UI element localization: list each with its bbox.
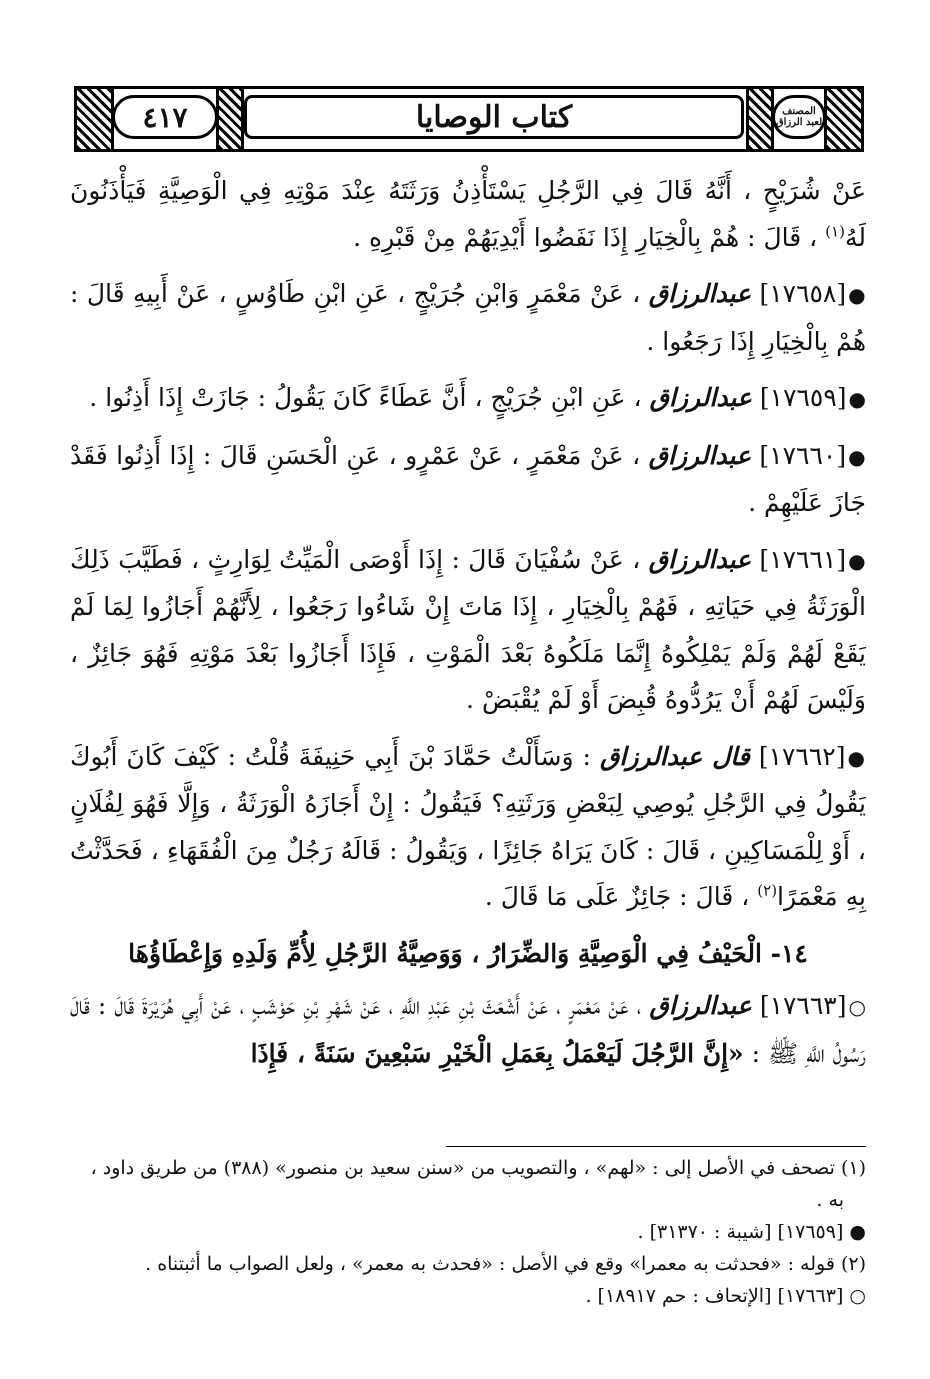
entry-number: [١٧٦٥٩] [759,383,847,412]
hadith-quote: «إِنَّ الرَّجُلَ لَيَعْمَلُ بِعَمَلِ الْخَيْرِ سَبْعِينَ سَنَةً ، فَإِذَا [250,1038,744,1068]
entry-marker: ● [848,444,867,469]
entry-marker: ○ [848,995,867,1019]
book-title: كتاب الوصايا [415,99,573,135]
page-number: ٤١٧ [142,100,188,134]
footnote-line: ● [١٧٦٥٩] [شيبة : ٣١٣٧٠] . [637,1221,866,1243]
footnote-line: به . [816,1189,844,1211]
entry-text-after: ، قَالَ : جَائِزٌ عَلَى مَا قَالَ . [484,882,750,911]
logo-text: المصنف لعبد الرزاق [775,106,823,128]
footnote-line: ○ [١٧٦٦٣] [الإتحاف : حم ١٨٩١٧] . [585,1285,866,1307]
hadith-entry [70,983,866,1077]
hadith-entry [70,537,866,724]
entry-author: قال عبدالرزاق [599,741,750,771]
footnote-rule [446,1146,866,1147]
hadith-entry [70,734,866,921]
entry-author: عبدالرزاق [648,544,752,574]
page-header [74,86,864,152]
entry-text: ، عَنِ ابْنِ جُرَيْجٍ ، أَنَّ عَطَاءً كَانَ يَقُولُ : جَازَتْ إِذَا أَذِنُوا . [89,383,642,412]
header-ornament-left [74,86,114,152]
entry-text: ، عَنْ مَعْمَرٍ وَابْنِ جُرَيْجٍ ، عَنِ ابْنِ طَاوُسٍ ، عَنْ أَبِيهِ قَالَ : هُمْ بِالْخِيَارِ إِذَا رَجَعُوا . [70,279,866,356]
entry-author: عبدالرزاق [648,279,752,308]
footnotes [70,1152,866,1312]
entry-marker: ● [847,745,866,770]
hadith-entry [70,375,866,423]
footnote-ref[interactable]: (٢) [757,881,778,900]
entry-number: [١٧٦٦٣] [759,991,847,1020]
book-title-frame [244,95,744,139]
entry-author: عبدالرزاق [649,383,752,412]
main-text [70,168,866,1087]
paragraph-text: عَنْ شُرَيْحٍ ، أَنَّهُ قَالَ فِي الرَّجُلِ يَسْتَأْذِنُ وَرَثَتَهُ عِنْدَ مَوْتِهِ فِي الْوَصِيَّةِ فَيَأْذَنُونَ لَهُ [70,176,866,252]
header-ornament-right [824,86,864,152]
hadith-entry [70,271,866,365]
hadith-entry [70,433,866,527]
entry-author: عبدالرزاق [648,440,751,470]
entry-marker: ● [848,283,867,307]
paragraph-continuation [70,168,866,261]
entry-number: [١٧٦٦٢] [758,741,846,771]
section-heading: ١٤- الْحَيْفُ فِي الْوَصِيَّةِ وَالضِّرَارُ ، وَوَصِيَّةُ الرَّجُلِ لِأُمِّ وَلَدِهِ وَإِعْطَاؤُهَا [128,938,808,968]
publisher-logo [772,95,826,139]
footnote-line: (٢) قوله : «فحدثت به معمرا» وقع في الأصل : «فحدث به معمر» ، ولعل الصواب ما أثبتناه . [145,1253,866,1275]
entry-number: [١٧٦٦١] [759,544,847,574]
entry-marker: ● [848,387,866,411]
entry-number: [١٧٦٥٨] [759,279,847,308]
header-ornament-right-inner [746,86,774,152]
entry-text: ، عَنْ سُفْيَانَ قَالَ : إِذَا أَوْصَى الْمَيِّتُ لِوَارِثٍ ، فَطَيَّبَ ذَلِكَ الْوَرَثَةُ فِي حَيَاتِهِ ، فَهُمْ بِالْخِيَارِ ، إِذَا مَاتَ إِنْ شَاءُوا رَجَعُوا ، لِأَنَّهُمْ أَجَازُوا لِمَا لَمْ يَقَعْ لَهُمْ وَلَمْ يَمْلِكُوهُ إِنَّمَا مَلَكُوهُ بَعْدَ الْمَوْتِ ، فَإِذَا أَجَازُوا بَعْدَ مَوْتِهِ فَهُوَ جَائِزٌ ، وَلَيْسَ لَهُمْ أَنْ يَرُدُّوهُ قُبِضَ أَوْ لَمْ يُقْبَضْ . [70,544,866,714]
entry-text: : وَسَأَلْتُ حَمَّادَ بْنَ أَبِي حَنِيفَةَ قُلْتُ : كَيْفَ كَانَ أَبُوكَ يَقُولُ فِي الرَّجُلِ يُوصِي لِبَعْضِ وَرَثَتِهِ؟ فَيَقُولُ : إِنْ أَجَازَهُ الْوَرَثَةُ ، وَإِلَّا فَهُوَ لِفُلَانٍ ، أَوْ لِلْمَسَاكِينِ ، قَالَ : كَانَ يَرَاهُ جَائِزًا ، وَيَقُولُ : قَالَهُ رَجُلٌ مِنَ الْفُقَهَاءِ ، فَحَدَّثْتُ بِهِ مَعْمَرًا [70,741,866,911]
entry-text: ، عَنْ مَعْمَرٍ ، عَنْ عَمْرٍو ، عَنِ الْحَسَنِ قَالَ : إِذَا أَذِنُوا فَقَدْ جَازَ عَلَيْهِمْ . [70,440,866,517]
header-ornament-left-inner [216,86,244,152]
entry-text: ، عَنْ مَعْمَرٍ ، عَنْ أَشْعَثَ بْنِ عَبْدِ اللَّهِ ، عَنْ شَهْرِ بْنِ حَوْشَبٍ ، عَنْ أَبِي هُرَيْرَةَ قَالَ : قَالَ رَسُولُ اللَّهِ ﷺ : [70,991,866,1068]
footnote-line: (١) تصحف في الأصل إلى : «لهم» ، والتصويب من «سنن سعيد بن منصور» (٣٨٨) من طريق داود ، [90,1157,866,1179]
page-number-frame [112,95,218,139]
entry-number: [١٧٦٦٠] [759,440,847,470]
footnote-ref[interactable]: (١) [825,222,845,241]
entry-marker: ● [848,548,866,573]
paragraph-text-after: ، قَالَ : هُمْ بِالْخِيَارِ إِذَا نَفَضُوا أَيْدِيَهُمْ مِنْ قَبْرِهِ . [353,222,818,252]
entry-author: عبدالرزاق [649,991,752,1020]
